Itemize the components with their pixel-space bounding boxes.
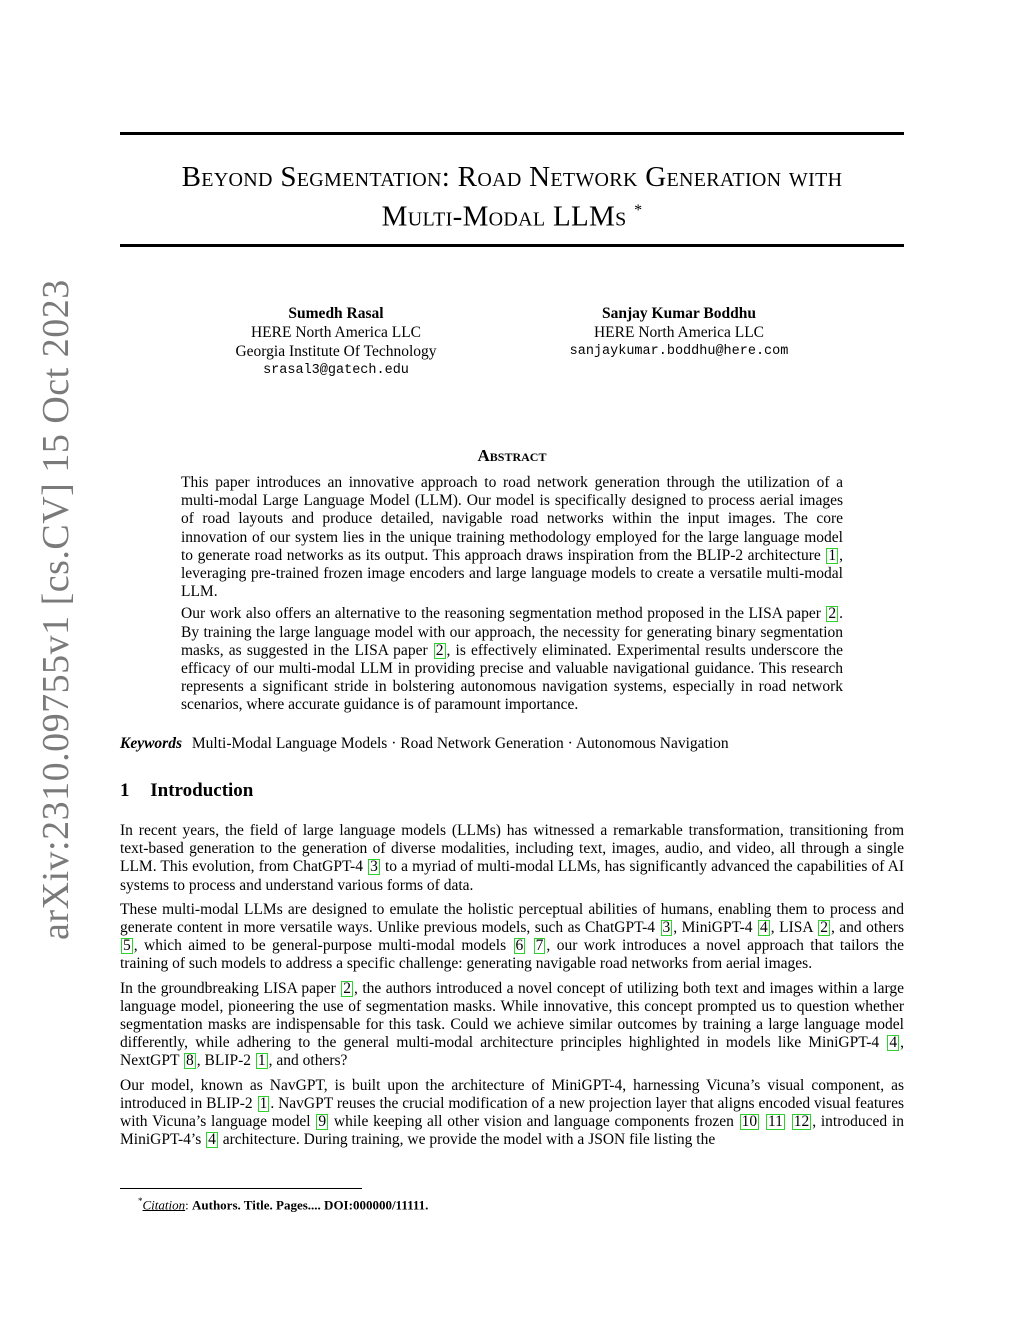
footnote: *Citation: Authors. Title. Pages.... DOI:000000/11111. [138, 1196, 429, 1213]
citation-link[interactable]: 1 [257, 1052, 266, 1070]
citation-link[interactable]: 12 [793, 1113, 810, 1131]
introduction-body [120, 822, 904, 1155]
author-affiliation: Georgia Institute Of Technology [235, 343, 437, 360]
footnote-mark: * [138, 1196, 143, 1206]
citation-link[interactable]: 10 [741, 1113, 758, 1131]
title-footnote-mark: * [634, 202, 643, 219]
paragraph-text: , MiniGPT-4 [673, 919, 758, 937]
body-paragraph [120, 822, 904, 895]
abstract-heading: Abstract [477, 446, 547, 465]
citation-link[interactable]: 2 [435, 641, 444, 659]
footnote-text: Authors. Title. Pages.... DOI:000000/11111. [192, 1197, 429, 1213]
keywords-label: Keywords [120, 735, 182, 752]
body-paragraph [120, 1077, 904, 1150]
paragraph-text: , our work introduces a novel approach that tailors the training of such models to address a specific challenge: generating navigable road networks from aerial images. [120, 937, 905, 973]
citation-link[interactable]: 1 [828, 546, 837, 564]
title-bottom-rule [120, 244, 904, 247]
paragraph-text: , LISA [770, 919, 818, 937]
body-paragraph [120, 901, 904, 974]
paragraph-text [526, 937, 532, 954]
paragraph-text: In the groundbreaking LISA paper [120, 979, 341, 997]
author-block-2 [529, 304, 829, 361]
author-affiliation: HERE North America LLC [250, 324, 422, 341]
citation-link[interactable]: 2 [343, 979, 352, 997]
section-heading-introduction [120, 780, 253, 802]
arxiv-identifier: arXiv:2310.09755v1 [cs.CV] 15 Oct 2023 [35, 279, 77, 940]
author-affiliation: HERE North America LLC [593, 324, 765, 341]
paragraph-text: , leveraging pre-trained frozen image encoders and large language models to create a versatile multi-modal LLM. [181, 546, 843, 601]
citation-link[interactable]: 3 [662, 919, 671, 937]
paragraph-text: These multi-modal LLMs are designed to emulate the holistic perceptual abilities of humans, enabling them to process and generate content in more versatile ways. Unlike previous models, such as ChatGPT-4 [120, 900, 904, 937]
citation-link[interactable]: 3 [370, 858, 378, 876]
paragraph-text: , and others? [268, 1052, 348, 1070]
paragraph-text: , introduced in MiniGPT-4’s [120, 1113, 905, 1149]
body-paragraph [120, 980, 904, 1071]
title-top-rule [120, 132, 904, 135]
citation-link[interactable]: 8 [186, 1052, 194, 1070]
paragraph-text: . NavGPT reuses the crucial modification of a new projection layer that aligns encoded visual features with Vicuna’s language model [120, 1094, 905, 1131]
citation-link[interactable]: 4 [889, 1034, 898, 1052]
citation-link[interactable]: 7 [535, 937, 544, 955]
footnote-label[interactable]: Citation [142, 1197, 186, 1213]
paragraph-text: , the authors introduced a novel concept of utilizing both text and images within a large language model, pioneering the use of segmentation masks. While innovative, this concept prompted us to question whether segmentation masks are indispensable for this task. Could we achieve similar outcomes by training a large language model differently, while adhering to the general multi-modal architecture principles highlighted in models like MiniGPT-4 [120, 979, 904, 1052]
abstract-body [181, 474, 843, 719]
citation-link[interactable]: 2 [820, 919, 828, 937]
paragraph-text: In recent years, the field of large language models (LLMs) has witnessed a remarkable transformation, transitioning from text-based generation to the generation of diverse modalities, including text, images, audio, and video, all through a single LLM. This evolution, from ChatGPT-4 [120, 822, 904, 876]
paragraph-text: , BLIP-2 [196, 1052, 255, 1070]
author-email[interactable]: srasal3@gatech.edu [263, 363, 409, 378]
abstract-paragraph [181, 605, 843, 714]
paragraph-text: . By training the large language model with our approach, the necessity for generating binary segmentation masks, as suggested in the LISA paper [181, 605, 843, 659]
paragraph-text: , and others [830, 919, 905, 937]
author-block-1 [186, 304, 486, 380]
paper-title [120, 160, 904, 234]
author-name: Sanjay Kumar Boddhu [602, 305, 756, 322]
paragraph-text: , NextGPT [120, 1034, 904, 1070]
keywords [120, 735, 904, 753]
paragraph-text: , is effectively eliminated. Experimental results underscore the efficacy of our multi-modal LLM in providing precise and valuable navigational guidance. This research represents a significant stride in bolstering autonomous navigation systems, especially in road network scenarios, where accurate guidance is of paramount importance. [181, 641, 843, 714]
author-email[interactable]: sanjaykumar.boddhu@here.com [569, 344, 789, 359]
title-line-1: Beyond Segmentation: Road Network Generation with [181, 161, 843, 193]
citation-link[interactable]: 5 [123, 937, 131, 955]
paragraph-text [760, 1113, 765, 1130]
paragraph-text: This paper introduces an innovative approach to road network generation through the utilization of a multi-modal Large Language Model (LLM). Our model is specifically designed to process aerial images of road layouts and produce detailed, navigable road networks within the input images. The core innovation of our system lies in the unique training methodology employed for the large language model to generate road networks as its output. This approach draws inspiration from the BLIP-2 architecture [181, 474, 843, 564]
citation-link[interactable]: 2 [828, 605, 837, 623]
abstract-paragraph [181, 474, 843, 601]
citation-link[interactable]: 1 [259, 1094, 268, 1112]
citation-link[interactable]: 11 [767, 1113, 783, 1131]
paragraph-text: Our model, known as NavGPT, is built upon the architecture of MiniGPT-4, harnessing Vicuna’s visual component, as introduced in BLIP-2 [120, 1076, 904, 1112]
paragraph-text: while keeping all other vision and language components frozen [329, 1113, 739, 1131]
section-title: Introduction [150, 780, 254, 801]
paragraph-text [786, 1113, 791, 1130]
keywords-text: Multi-Modal Language Models · Road Network Generation · Autonomous Navigation [191, 735, 729, 752]
title-line-2: Multi-Modal LLMs [381, 200, 627, 233]
paragraph-text: , which aimed to be general-purpose multi-modal models [133, 937, 513, 955]
citation-link[interactable]: 9 [318, 1113, 327, 1131]
author-name: Sumedh Rasal [288, 305, 384, 322]
paragraph-text: to a myriad of multi-modal LLMs, has significantly advanced the capabilities of AI systems to process and understand various forms of data. [120, 858, 904, 894]
footnote-rule [120, 1188, 362, 1189]
citation-link[interactable]: 4 [760, 919, 768, 937]
paragraph-text: architecture. During training, we provide the model with a JSON file listing the [218, 1131, 716, 1149]
paragraph-text: Our work also offers an alternative to the reasoning segmentation method proposed in the LISA paper [181, 605, 826, 623]
section-number: 1 [120, 780, 130, 801]
citation-link[interactable]: 6 [515, 937, 524, 955]
citation-link[interactable]: 4 [208, 1131, 216, 1149]
